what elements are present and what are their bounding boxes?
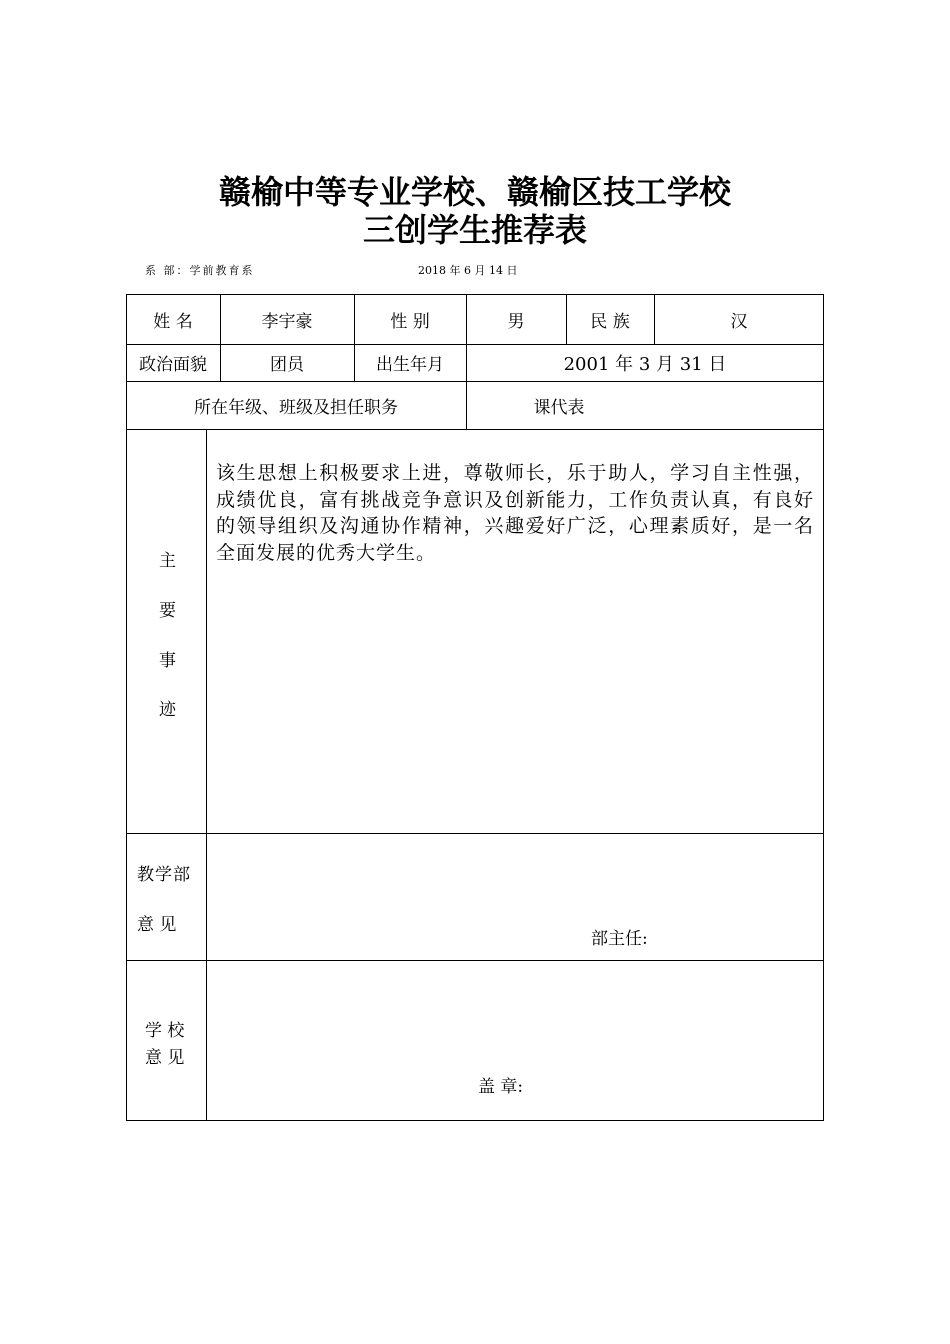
gender-value: 男 [507, 311, 525, 332]
dept-opinion-label-line2: 意 见 [137, 915, 177, 935]
school-seal-label: 盖 章: [478, 1077, 524, 1097]
department-field: 系 部：学前教育系 [145, 264, 255, 277]
name-label: 姓 名 [153, 311, 193, 332]
dept-opinion-label-line1: 教学部 [137, 865, 191, 885]
political-value: 团员 [270, 355, 304, 375]
dept-director-signature-label: 部主任: [591, 929, 648, 949]
deeds-label-char-2: 要 [159, 601, 176, 621]
deeds-label-char-4: 迹 [159, 700, 176, 720]
school-opinion-label-line1: 学 校 [145, 1021, 185, 1041]
form-title-line2: 三创学生推荐表 [362, 211, 587, 249]
position-value: 课代表 [533, 397, 585, 418]
birth-value: 2001 年 3 月 31 日 [563, 353, 727, 375]
name-value: 李宇豪 [261, 311, 313, 332]
deeds-label-char-1: 主 [159, 551, 176, 571]
birth-label: 出生年月 [376, 355, 444, 375]
deeds-text: 该生思想上积极要求上进，尊敬师长，乐于助人，学习自主性强，成绩优良，富有挑战竞争意识及创新能力，工作负责认真，有良好的领导组织及沟通协作精神，兴趣爱好广泛，心理素质好，是一名全面发展的优秀大学生。 [216, 462, 814, 564]
gender-label: 性 别 [390, 311, 430, 332]
school-opinion-label-line2: 意 见 [145, 1048, 185, 1068]
date-field: 2018 年 6 月 14 日 [418, 264, 518, 277]
ethnicity-label: 民 族 [590, 311, 630, 332]
political-label: 政治面貌 [139, 355, 207, 375]
deeds-label-char-3: 事 [159, 651, 176, 671]
ethnicity-value: 汉 [730, 311, 748, 332]
recommendation-form-table [126, 294, 824, 1121]
form-title-line1: 赣榆中等专业学校、赣榆区技工学校 [218, 173, 731, 211]
position-label: 所在年级、班级及担任职务 [194, 397, 398, 418]
